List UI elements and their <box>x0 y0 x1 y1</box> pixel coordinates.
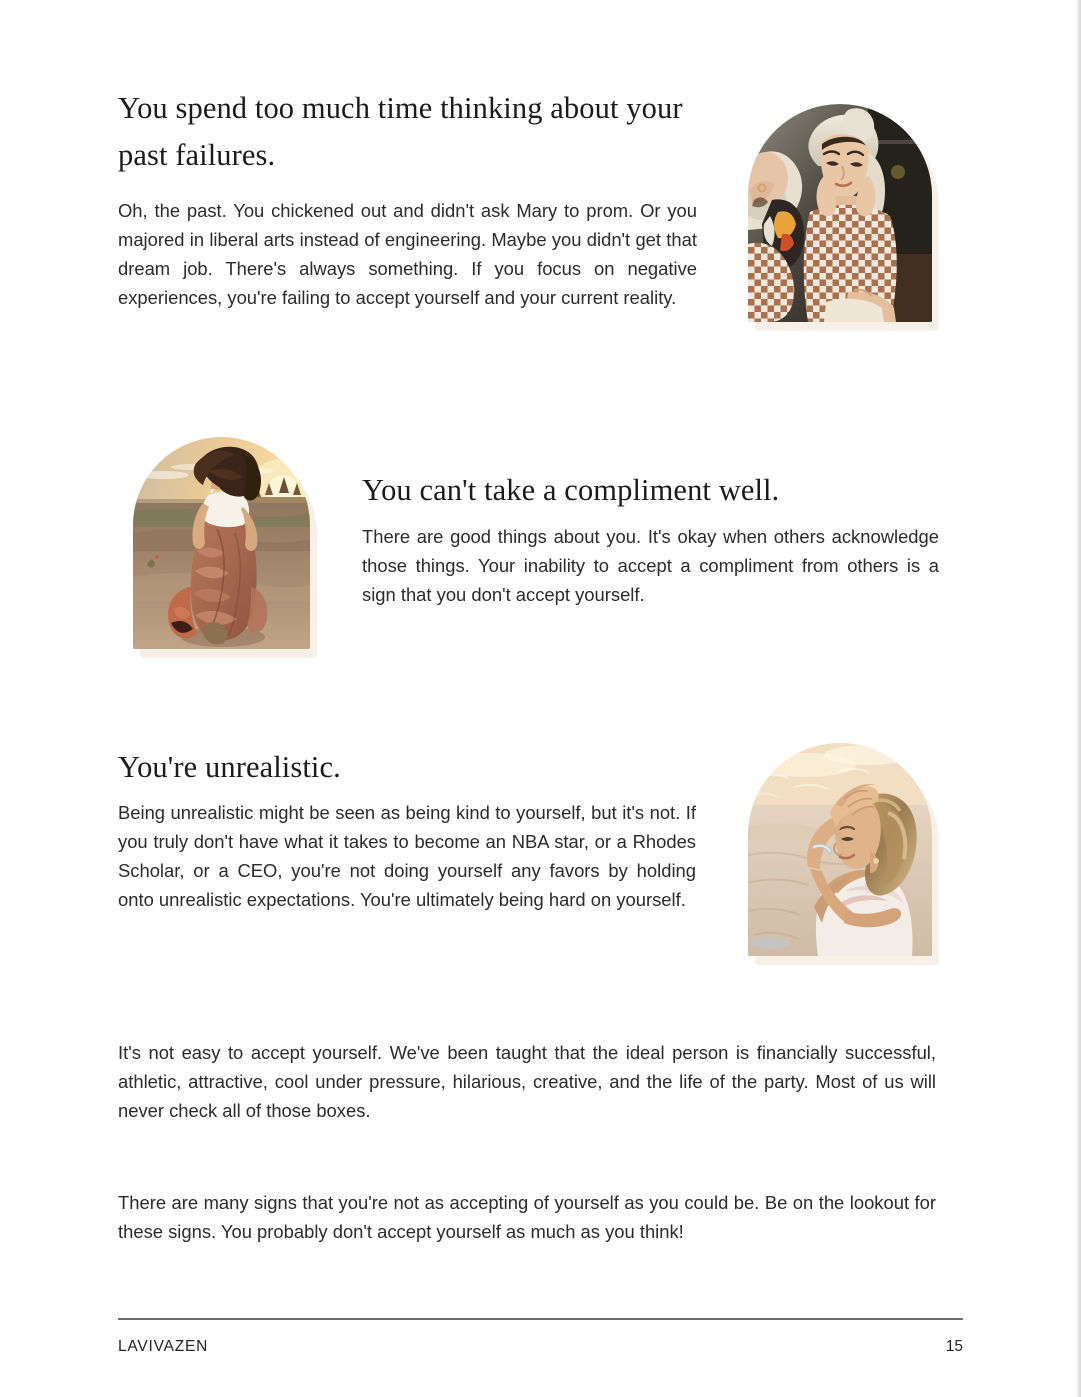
section-body-compliments: There are good things about you. It's okay when others acknowledge those things. Your inability to accept a compliment from others is a sign that you don't accept yourself. <box>362 526 939 605</box>
photo-image-clip <box>133 437 310 649</box>
page-content <box>118 0 963 1397</box>
woman-towel-skincare-illustration <box>748 104 932 322</box>
photo-woman-towel-skincare <box>748 104 932 322</box>
photo-image-clip <box>748 104 932 322</box>
woman-beach-meditation-illustration <box>748 743 932 956</box>
section-body-past-failures: Oh, the past. You chickened out and didn't ask Mary to prom. Or you majored in liberal arts instead of engineering. Maybe you didn't get that dream job. There's always something. If you focus on negative experiences, you're failing to accept yourself and your current reality. <box>118 200 697 308</box>
footer-divider <box>118 1318 963 1320</box>
photo-woman-sunset-field <box>133 437 310 649</box>
page-footer <box>118 1338 963 1356</box>
woman-sunset-field-illustration <box>133 437 310 649</box>
photo-image-clip <box>748 743 932 956</box>
footer-page-number: 15 <box>945 1338 963 1355</box>
section-heading-past-failures: You spend too much time thinking about your past failures. <box>118 91 683 172</box>
footer-brand-label: LAVIVAZEN <box>118 1338 209 1355</box>
closing-paragraph-2: There are many signs that you're not as accepting of yourself as you could be. Be on the lookout for these signs. You probably don't accept yourself as much as you think! <box>118 1192 936 1242</box>
closing-paragraph-1: It's not easy to accept yourself. We've been taught that the ideal person is financially successful, athletic, attractive, cool under pressure, hilarious, creative, and the life of the party. Most of us will never check all of those boxes. <box>118 1042 936 1121</box>
page-edge-shadow <box>1073 0 1081 1397</box>
section-heading-compliments: You can't take a compliment well. <box>362 473 780 507</box>
section-body-unrealistic: Being unrealistic might be seen as being kind to yourself, but it's not. If you truly don't have what it takes to become an NBA star, or a Rhodes Scholar, or a CEO, you're not doing yourself any favors by holding onto unrealistic expectations. You're ultimately being hard on yourself. <box>118 802 696 910</box>
section-heading-unrealistic: You're unrealistic. <box>118 750 341 784</box>
photo-woman-beach-meditation <box>748 743 932 956</box>
